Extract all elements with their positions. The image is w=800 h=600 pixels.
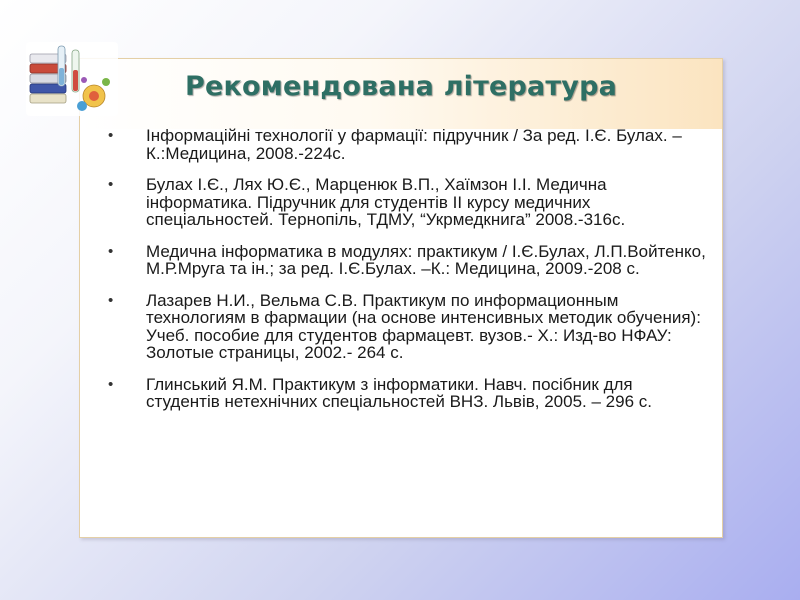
list-item <box>108 376 708 411</box>
reference-text: Глинський Я.М. Практикум з інформатики. Навч. посібник для студентів нетехнічних спеціальностей ВНЗ. Львів, 2005. – 296 с. <box>146 374 652 411</box>
list-item <box>108 243 708 278</box>
reference-text: Інформаційні технології у фармації: підручник / За ред. І.Є. Булах. – К.:Медицина, 2008.-224с. <box>146 126 682 163</box>
pharmacy-lab-icon <box>24 40 120 118</box>
bullet-icon: • <box>108 242 114 260</box>
reference-text: Медична інформатика в модулях: практикум / І.Є.Булах, Л.П.Войтенко, М.Р.Мруга та ін.; за ред. І.Є.Булах. –К.: Медицина, 2009.-208 с. <box>146 241 706 278</box>
bullet-icon: • <box>108 375 114 393</box>
list-item <box>108 176 708 229</box>
list-item <box>108 127 708 162</box>
reference-text: Лазарев Н.И., Вельма С.В. Практикум по информационным технологиям в фармации (на основе интенсивных методик обучения): Учеб. пособие для студентов фармацевт. вузов.- Х.: Изд-во НФАУ: Золотые страницы, 2002.- 264 с. <box>146 290 701 362</box>
bullet-icon: • <box>108 291 114 309</box>
title-band <box>80 59 722 129</box>
reference-text: Булах І.Є., Лях Ю.Є., Марценюк В.П., Хаїмзон І.І. Медична інформатика. Підручник для студентів ІІ курсу медичних спеціальностей. Тернопіль, ТДМУ, “Укрмедкнига” 2008.-316с. <box>146 175 626 229</box>
list-item <box>108 292 708 362</box>
slide-title: Рекомендована література <box>184 71 618 102</box>
bullet-icon: • <box>108 127 114 144</box>
bullet-icon: • <box>108 176 114 193</box>
reference-list <box>108 127 708 425</box>
